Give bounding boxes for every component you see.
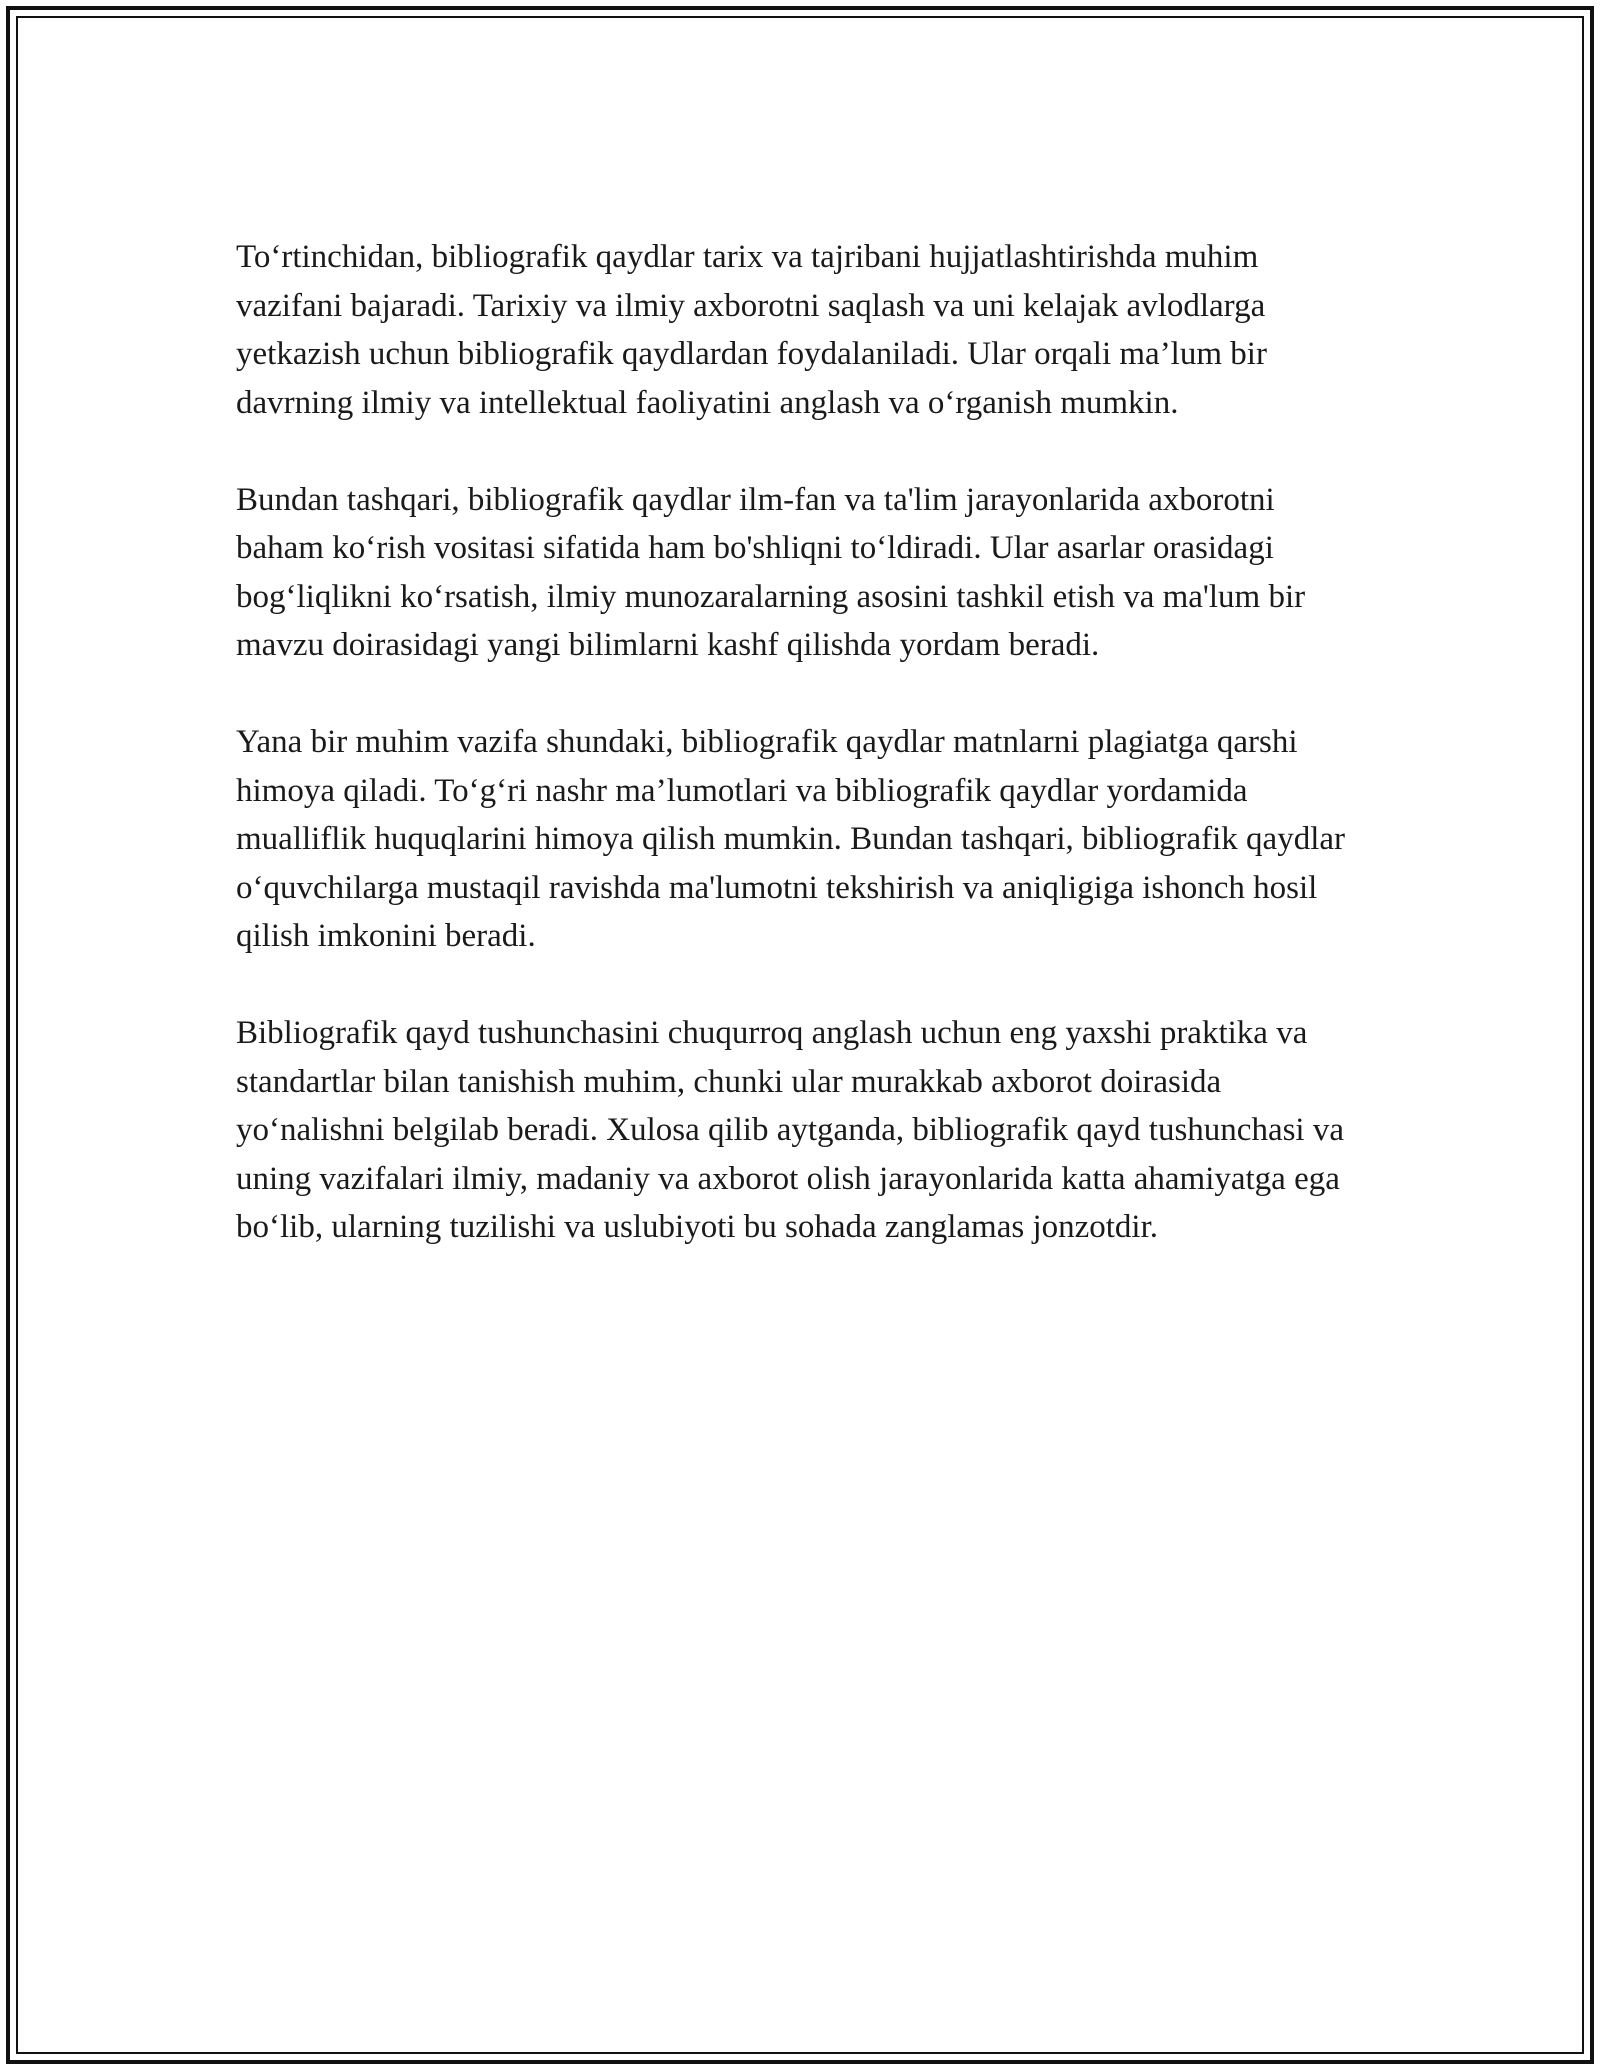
paragraph-3: Yana bir muhim vazifa shundaki, bibliografik qaydlar matnlarni plagiatga qarshi himoya qiladi. To‘g‘ri nashr ma’lumotlari va bibliografik qaydlar yordamida mualliflik huquqlarini himoya qilish mumkin. Bundan tashqari, bibliografik qaydlar o‘quvchilarga mustaqil ravishda ma'lumotni tekshirish va aniqligiga ishonch hosil qilish imkonini beradi. [236,724,1345,954]
paragraph-1: To‘rtinchidan, bibliografik qaydlar tarix va tajribani hujjatlashtirishda muhim vazifani bajaradi. Tarixiy va ilmiy axborotni saqlash va uni kelajak avlodlarga yetkazish uchun bibliografik qaydlardan foydalaniladi. Ular orqali ma’lum bir davrning ilmiy va intellektual faoliyatini anglash va o‘rganish mumkin. [236,239,1267,421]
document-body [236,233,1366,1300]
paragraph-4: Bibliografik qayd tushunchasini chuqurroq anglash uchun eng yaxshi praktika va standartlar bilan tanishish muhim, chunki ular murakkab axborot doirasida yo‘nalishni belgilab beradi. Xulosa qilib aytganda, bibliografik qayd tushunchasi va uning vazifalari ilmiy, madaniy va axborot olish jarayonlarida katta ahamiyatga ega bo‘lib, ularning tuzilishi va uslubiyoti bu sohada zanglamas jonzotdir. [236,1015,1344,1245]
paragraph-2: Bundan tashqari, bibliografik qaydlar ilm-fan va ta'lim jarayonlarida axborotni baham ko‘rish vositasi sifatida ham bo'shliqni to‘ldiradi. Ular asarlar orasidagi bog‘liqlikni ko‘rsatish, ilmiy munozaralarning asosini tashkil etish va ma'lum bir mavzu doirasidagi yangi bilimlarni kashf qilishda yordam beradi. [236,481,1306,663]
